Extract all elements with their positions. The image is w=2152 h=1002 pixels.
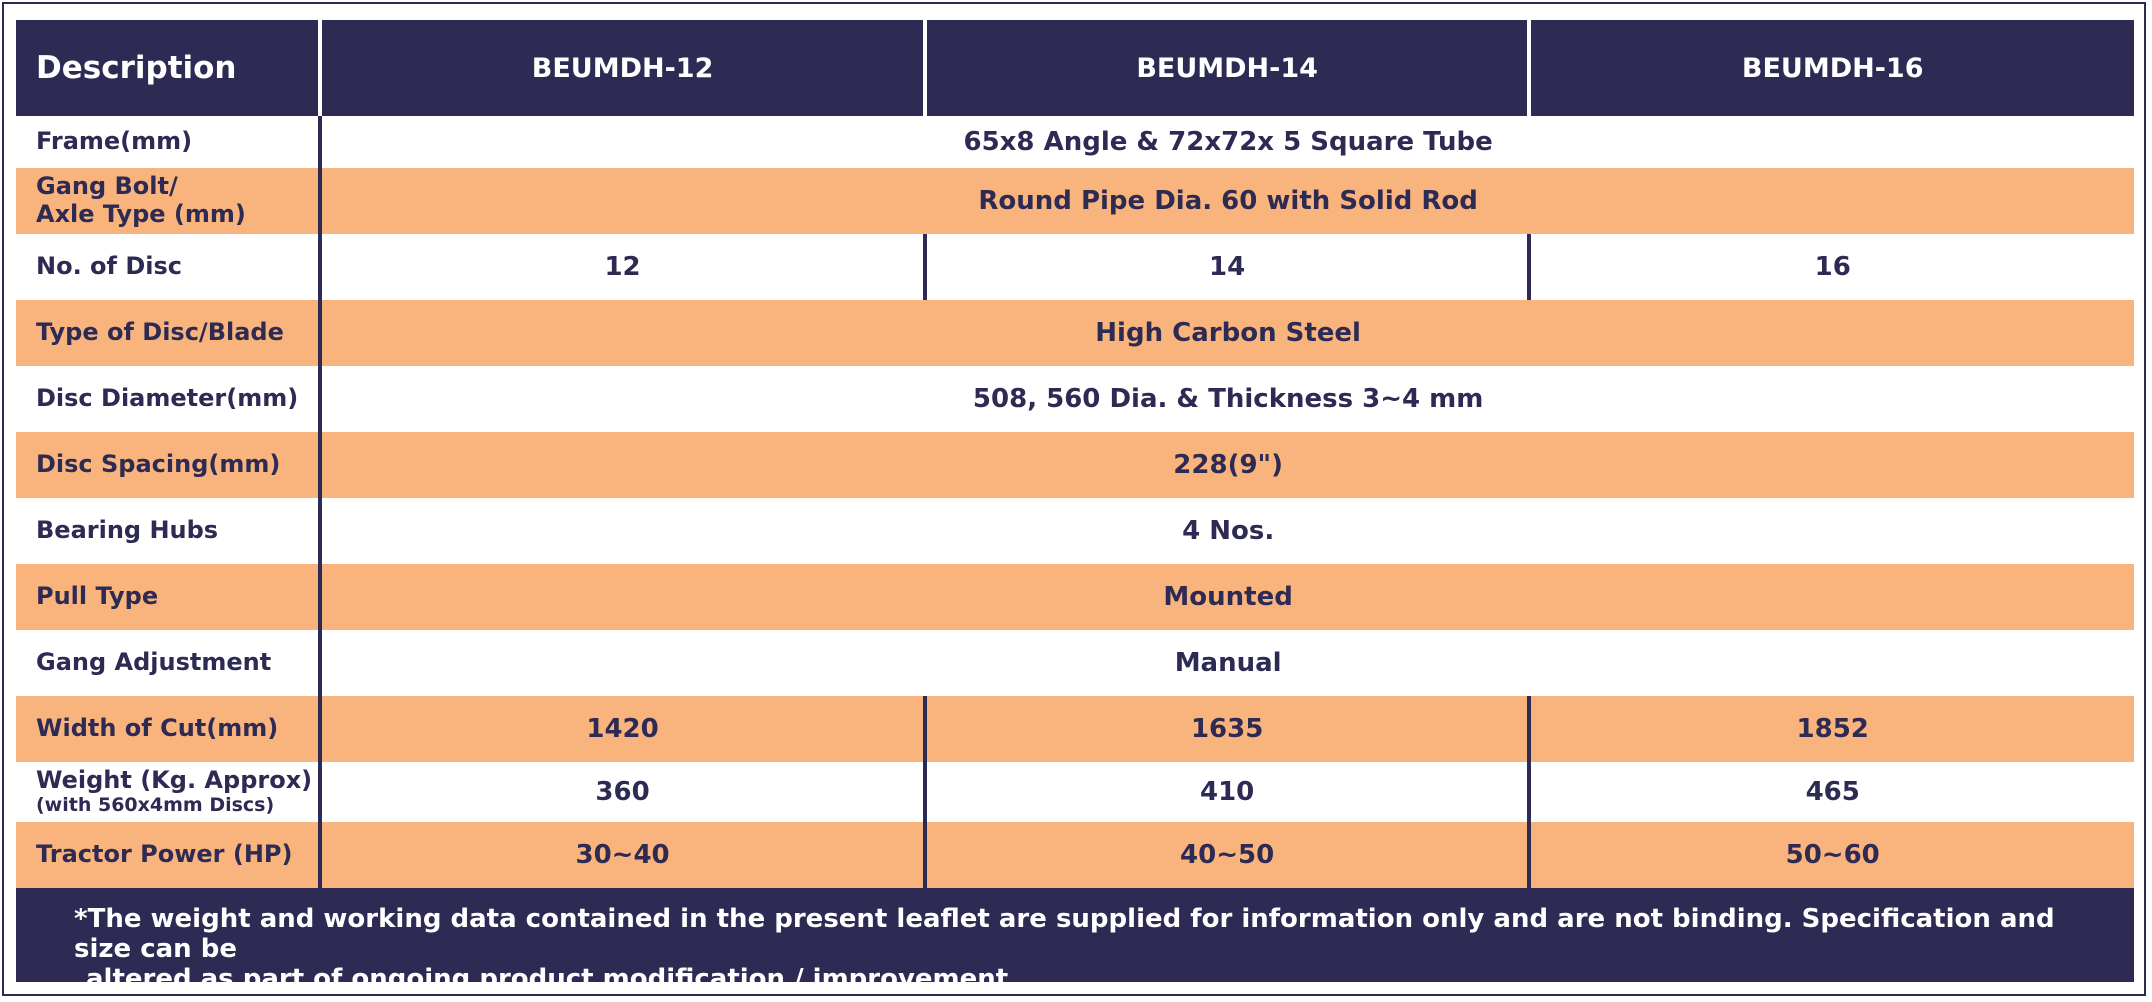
- table-row-tractor-power: [16, 822, 2134, 888]
- table-row-gang-adjustment: [16, 630, 2134, 696]
- row-value: Manual: [320, 630, 2134, 696]
- row-value-14: 1635: [925, 696, 1530, 762]
- row-label: Bearing Hubs: [16, 498, 320, 564]
- table-row-bearing-hubs: [16, 498, 2134, 564]
- spec-table: [16, 20, 2134, 888]
- row-label-sub: (with 560x4mm Discs): [36, 793, 275, 816]
- row-value-12: 12: [320, 234, 925, 300]
- footnote-line2: altered as part of ongoing product modification / improvement.: [86, 964, 1019, 994]
- row-value: 508, 560 Dia. & Thickness 3~4 mm: [320, 366, 2134, 432]
- footnote: [16, 896, 2134, 994]
- row-value: 4 Nos.: [320, 498, 2134, 564]
- row-label: Disc Spacing(mm): [16, 432, 320, 498]
- row-value-16: 16: [1529, 234, 2134, 300]
- table-row-weight: [16, 762, 2134, 822]
- row-label-line1: Gang Bolt/: [36, 172, 178, 201]
- row-value-12: 30~40: [320, 822, 925, 888]
- header-description: Description: [16, 20, 320, 116]
- table-row-no-of-disc: [16, 234, 2134, 300]
- row-label: No. of Disc: [16, 234, 320, 300]
- row-value: 65x8 Angle & 72x72x 5 Square Tube: [320, 116, 2134, 168]
- row-label: Frame(mm): [16, 116, 320, 168]
- row-label: Pull Type: [16, 564, 320, 630]
- row-value-12: 1420: [320, 696, 925, 762]
- row-value-14: 14: [925, 234, 1530, 300]
- row-label-main: Weight (Kg. Approx): [36, 766, 313, 795]
- table-header-row: [16, 20, 2134, 116]
- table-row-frame: [16, 116, 2134, 168]
- header-model-14: BEUMDH-14: [925, 20, 1530, 116]
- table-row-type-of-disc: [16, 300, 2134, 366]
- footnote-line1: *The weight and working data contained in the present leaflet are supplied for information only and are not binding. Specification and size can be: [74, 904, 2055, 964]
- row-value-16: 50~60: [1529, 822, 2134, 888]
- row-value: Mounted: [320, 564, 2134, 630]
- table-row-disc-spacing: [16, 432, 2134, 498]
- header-model-12: BEUMDH-12: [320, 20, 925, 116]
- table-row-disc-diameter: [16, 366, 2134, 432]
- row-label: Disc Diameter(mm): [16, 366, 320, 432]
- row-label: Width of Cut(mm): [16, 696, 320, 762]
- row-value: High Carbon Steel: [320, 300, 2134, 366]
- row-value-14: 410: [925, 762, 1530, 822]
- header-model-16: BEUMDH-16: [1529, 20, 2134, 116]
- row-value-16: 1852: [1529, 696, 2134, 762]
- row-value: 228(9"): [320, 432, 2134, 498]
- table-row-width-of-cut: [16, 696, 2134, 762]
- row-label-line2: Axle Type (mm): [36, 200, 246, 228]
- row-label: Tractor Power (HP): [16, 822, 320, 888]
- row-label: [16, 762, 320, 822]
- spec-table-container: [16, 20, 2134, 982]
- row-value-16: 465: [1529, 762, 2134, 822]
- table-row-pull-type: [16, 564, 2134, 630]
- row-label: Type of Disc/Blade: [16, 300, 320, 366]
- row-value: Round Pipe Dia. 60 with Solid Rod: [320, 168, 2134, 234]
- row-label: [16, 168, 320, 234]
- row-label: Gang Adjustment: [16, 630, 320, 696]
- row-value-12: 360: [320, 762, 925, 822]
- table-row-gang-bolt: [16, 168, 2134, 234]
- row-value-14: 40~50: [925, 822, 1530, 888]
